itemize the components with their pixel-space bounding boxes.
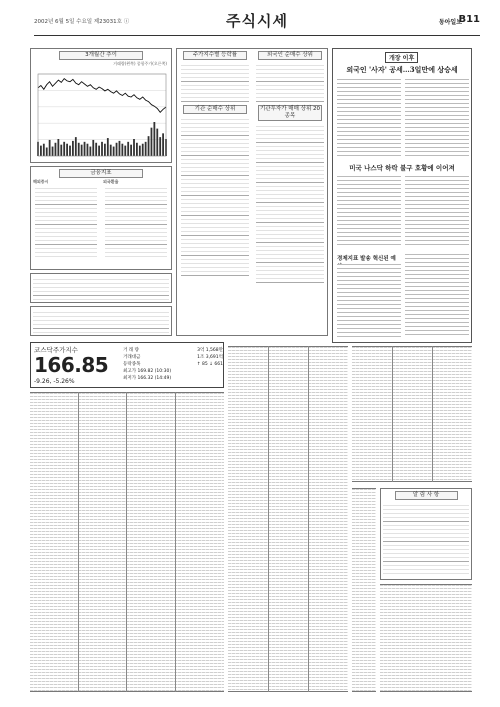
volume-bar bbox=[98, 146, 100, 156]
volume-bar bbox=[95, 143, 97, 156]
stock-listing-center bbox=[228, 346, 348, 692]
indicators-title: 금융지표 bbox=[59, 169, 143, 178]
legend-index: 종합주가(오른쪽) bbox=[136, 61, 167, 66]
volume-bar bbox=[162, 133, 164, 156]
volume-bar bbox=[113, 147, 115, 156]
volume-bar bbox=[69, 146, 71, 156]
ranking-title-c: 외국인 순매수 상위 bbox=[258, 51, 323, 60]
stat-value-volume: 3억 1,568만 bbox=[197, 348, 223, 353]
article-headline-2: 미국 나스닥 하락 불구 호황에 이어져 bbox=[349, 164, 455, 172]
ranking-title-a: 주가지수별 등락률 bbox=[183, 51, 248, 60]
index-volume-chart bbox=[32, 70, 172, 162]
volume-bar bbox=[78, 143, 80, 156]
volume-bar bbox=[92, 140, 94, 156]
stock-listing-right bbox=[352, 346, 472, 482]
volume-bar bbox=[156, 129, 158, 156]
stat-high: 최고가 169.82 (10:30) bbox=[123, 369, 172, 374]
volume-bar bbox=[75, 137, 77, 156]
volume-bar bbox=[89, 147, 91, 156]
newspaper-name: 동아일보 bbox=[438, 19, 462, 26]
volume-bar bbox=[133, 139, 135, 156]
issue-date: 2002년 6월 5일 수요일 제23031호 ⓘ bbox=[34, 19, 130, 25]
volume-bar bbox=[72, 141, 74, 156]
kosdaq-value: 166.85 bbox=[34, 353, 109, 377]
volume-bar bbox=[151, 128, 153, 156]
stat-label-amount: 거래대금 bbox=[123, 355, 141, 360]
volume-bar bbox=[142, 144, 144, 156]
stock-listing-right-bottom bbox=[380, 584, 472, 692]
volume-bar bbox=[66, 144, 68, 156]
volume-bar bbox=[121, 144, 123, 156]
volume-bar bbox=[124, 146, 126, 156]
chart-title: 3개월간 추이 bbox=[59, 51, 143, 60]
volume-bar bbox=[119, 141, 121, 156]
ranking-title-d: 기관투자가 매매 상위 20종목 bbox=[258, 105, 323, 121]
market-article-box bbox=[332, 48, 472, 343]
volume-bar bbox=[127, 142, 129, 156]
article-headline-1: 외국인 '사자' 공세…3일만에 상승세 bbox=[346, 65, 458, 74]
stat-label-volume: 거 래 량 bbox=[123, 348, 139, 353]
volume-bar bbox=[63, 142, 65, 156]
notice-title: 알 림 사 항 bbox=[395, 491, 458, 500]
kosdaq-label: 코스닥주가지수 bbox=[34, 346, 78, 354]
volume-bar bbox=[52, 147, 54, 156]
kosdaq-change: -9.26, -5.26% bbox=[34, 378, 75, 385]
volume-bar bbox=[139, 146, 141, 156]
volume-bar bbox=[84, 142, 86, 156]
section-title: 주식시세 bbox=[226, 12, 288, 30]
financial-indicators-box bbox=[30, 166, 172, 270]
volume-bar bbox=[104, 144, 106, 156]
page-header bbox=[34, 6, 480, 36]
volume-bar bbox=[87, 144, 89, 156]
volume-bar bbox=[101, 142, 103, 156]
volume-bar bbox=[46, 148, 48, 157]
page-number: B11 bbox=[458, 14, 480, 25]
index-line bbox=[38, 79, 166, 113]
stat-low: 최저가 166.32 (14:49) bbox=[123, 376, 172, 381]
stock-listing-right-lower bbox=[352, 488, 376, 692]
ranking-tables-box bbox=[176, 48, 328, 336]
article-headline-3: 경제지표 발송 혁신된 예 bbox=[337, 256, 396, 262]
volume-bar bbox=[148, 136, 150, 156]
volume-bar bbox=[145, 142, 147, 156]
index-table-box bbox=[30, 273, 172, 303]
stock-listing-left bbox=[30, 392, 224, 692]
article-kicker: 개장 이후 bbox=[385, 52, 418, 63]
volume-bar bbox=[60, 145, 62, 156]
index-chart-box bbox=[30, 48, 172, 163]
volume-bar bbox=[49, 140, 51, 156]
index-table-box-2 bbox=[30, 306, 172, 336]
volume-bar bbox=[107, 138, 109, 156]
volume-bar bbox=[136, 143, 138, 156]
volume-bar bbox=[57, 139, 59, 156]
volume-bar bbox=[110, 145, 112, 156]
exchange-rate-heading: 외국환율 bbox=[103, 179, 119, 184]
volume-bar bbox=[43, 144, 45, 156]
ranking-title-b: 기관 순매수 상위 bbox=[183, 105, 248, 114]
overseas-markets-heading: 해외증시 bbox=[33, 179, 49, 184]
volume-bar bbox=[153, 122, 155, 156]
legend-volume: 거래량(왼쪽) bbox=[113, 61, 136, 66]
notice-box bbox=[380, 488, 472, 580]
volume-bar bbox=[130, 145, 132, 156]
stat-value-advdec: ↑ 85 ↓ 661 bbox=[196, 362, 223, 367]
volume-bar bbox=[81, 145, 83, 156]
volume-bar bbox=[159, 137, 161, 156]
stat-label-advdec: 등락종목 bbox=[123, 362, 141, 367]
volume-bar bbox=[40, 146, 42, 156]
kosdaq-index-box bbox=[30, 342, 224, 388]
stat-value-amount: 1조 3,691억 bbox=[197, 355, 223, 360]
volume-bar bbox=[116, 143, 118, 156]
volume-bar bbox=[55, 143, 57, 156]
